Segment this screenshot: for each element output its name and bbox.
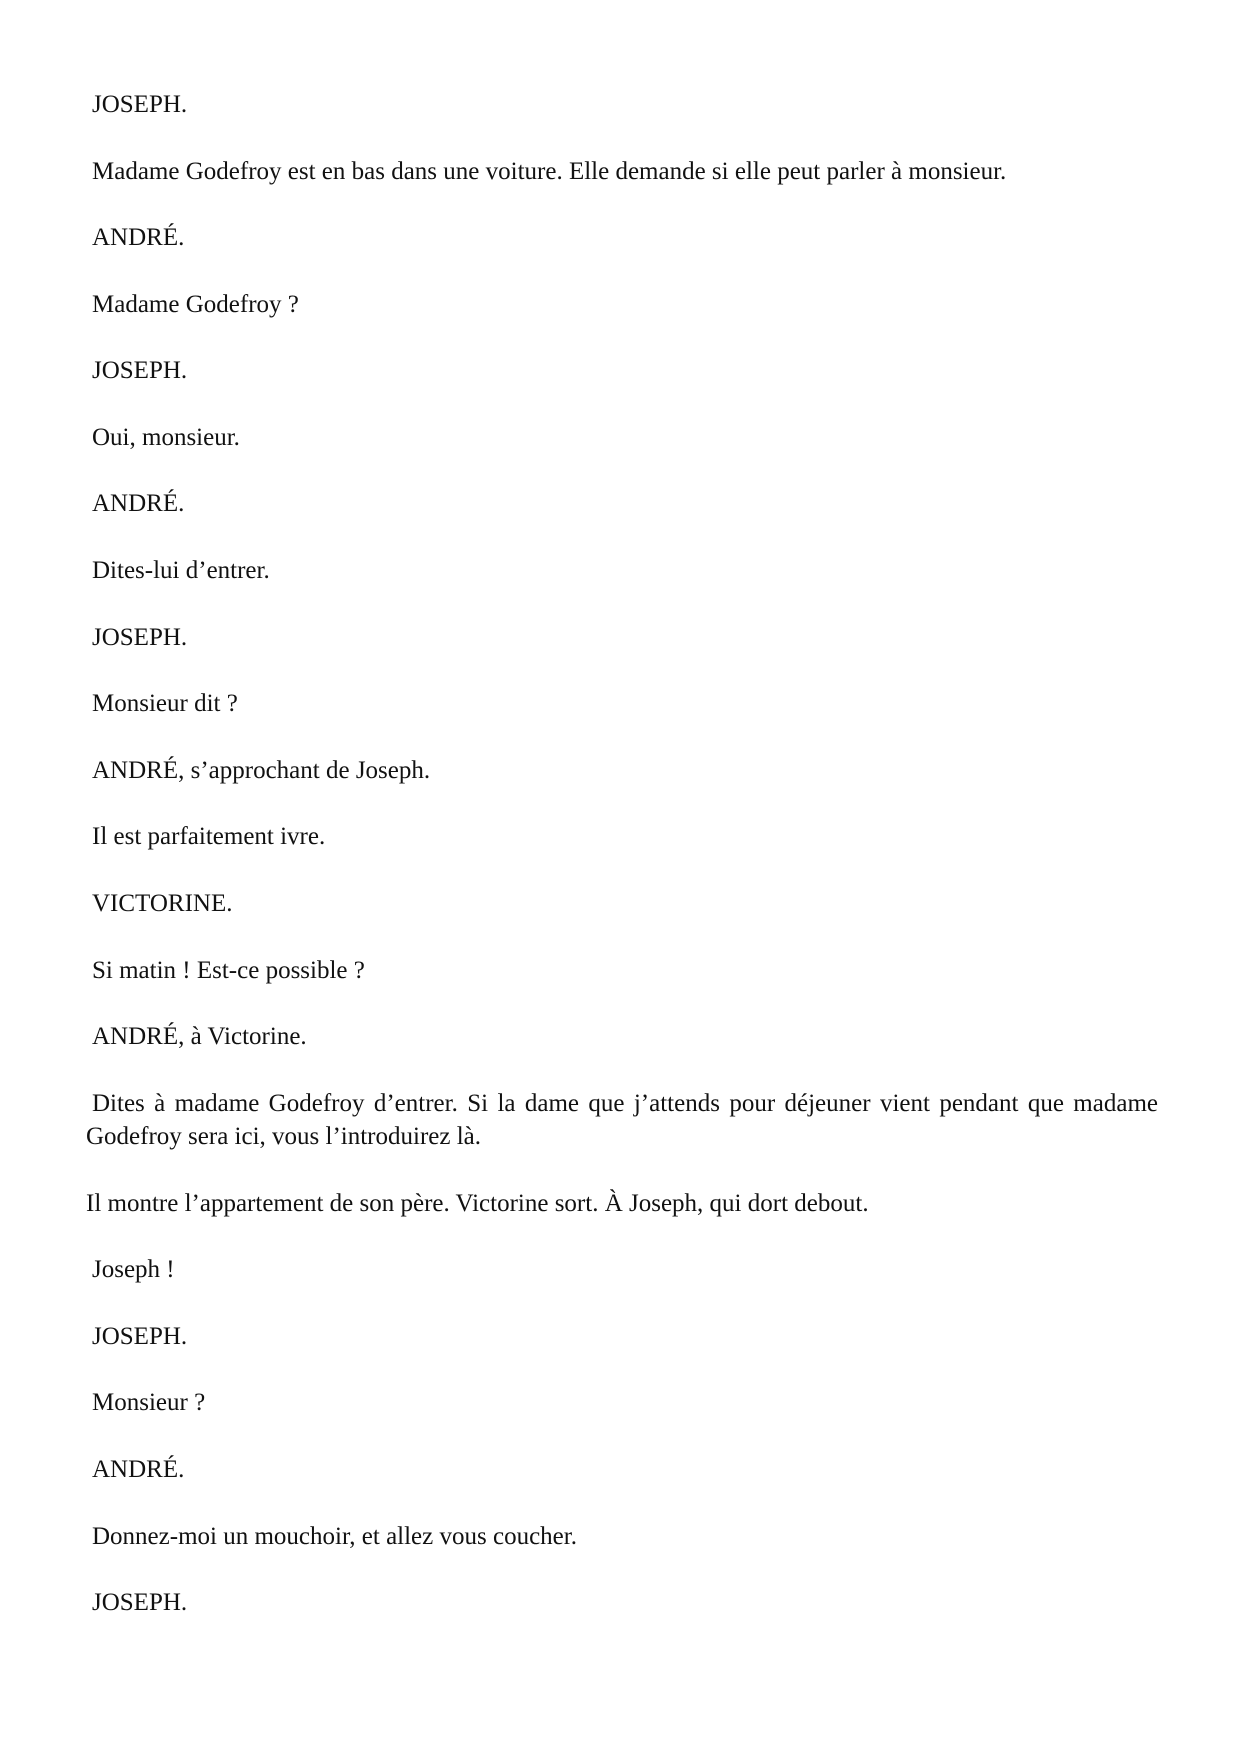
speaker-label: JOSEPH. [92,91,188,118]
speaker-label: ANDRÉ, s’approchant de Joseph. [92,757,431,784]
speaker-label: VICTORINE. [92,890,233,917]
speaker-label: JOSEPH. [92,1323,188,1350]
dialogue-line: Monsieur ? [92,1389,206,1416]
dialogue-line: Madame Godefroy ? [92,291,299,318]
dialogue-line: Joseph ! [92,1256,175,1283]
dialogue-paragraph-text: Dites à madame Godefroy d’entrer. Si la dame que j’attends pour déjeuner vient pendant que madame Godefroy sera ici, vous l’introduirez là. [86,1090,1158,1150]
speaker-label: ANDRÉ. [92,490,185,517]
dialogue-line: Si matin ! Est-ce possible ? [92,957,365,984]
speaker-label: ANDRÉ. [92,224,185,251]
speaker-label: JOSEPH. [92,624,188,651]
speaker-label: JOSEPH. [92,357,188,384]
stage-direction: Il montre l’appartement de son père. Victorine sort. À Joseph, qui dort debout. [86,1190,869,1217]
dialogue-paragraph [86,1087,1158,1153]
dialogue-line: Madame Godefroy est en bas dans une voiture. Elle demande si elle peut parler à monsieur. [92,158,1007,185]
speaker-label: ANDRÉ, à Victorine. [92,1023,307,1050]
dialogue-line: Oui, monsieur. [92,424,240,451]
dialogue-line: Monsieur dit ? [92,690,238,717]
dialogue-line: Donnez-moi un mouchoir, et allez vous coucher. [92,1523,577,1550]
speaker-label: ANDRÉ. [92,1456,185,1483]
dialogue-line: Il est parfaitement ivre. [92,823,326,850]
dialogue-line: Dites-lui d’entrer. [92,557,270,584]
speaker-label: JOSEPH. [92,1589,188,1616]
